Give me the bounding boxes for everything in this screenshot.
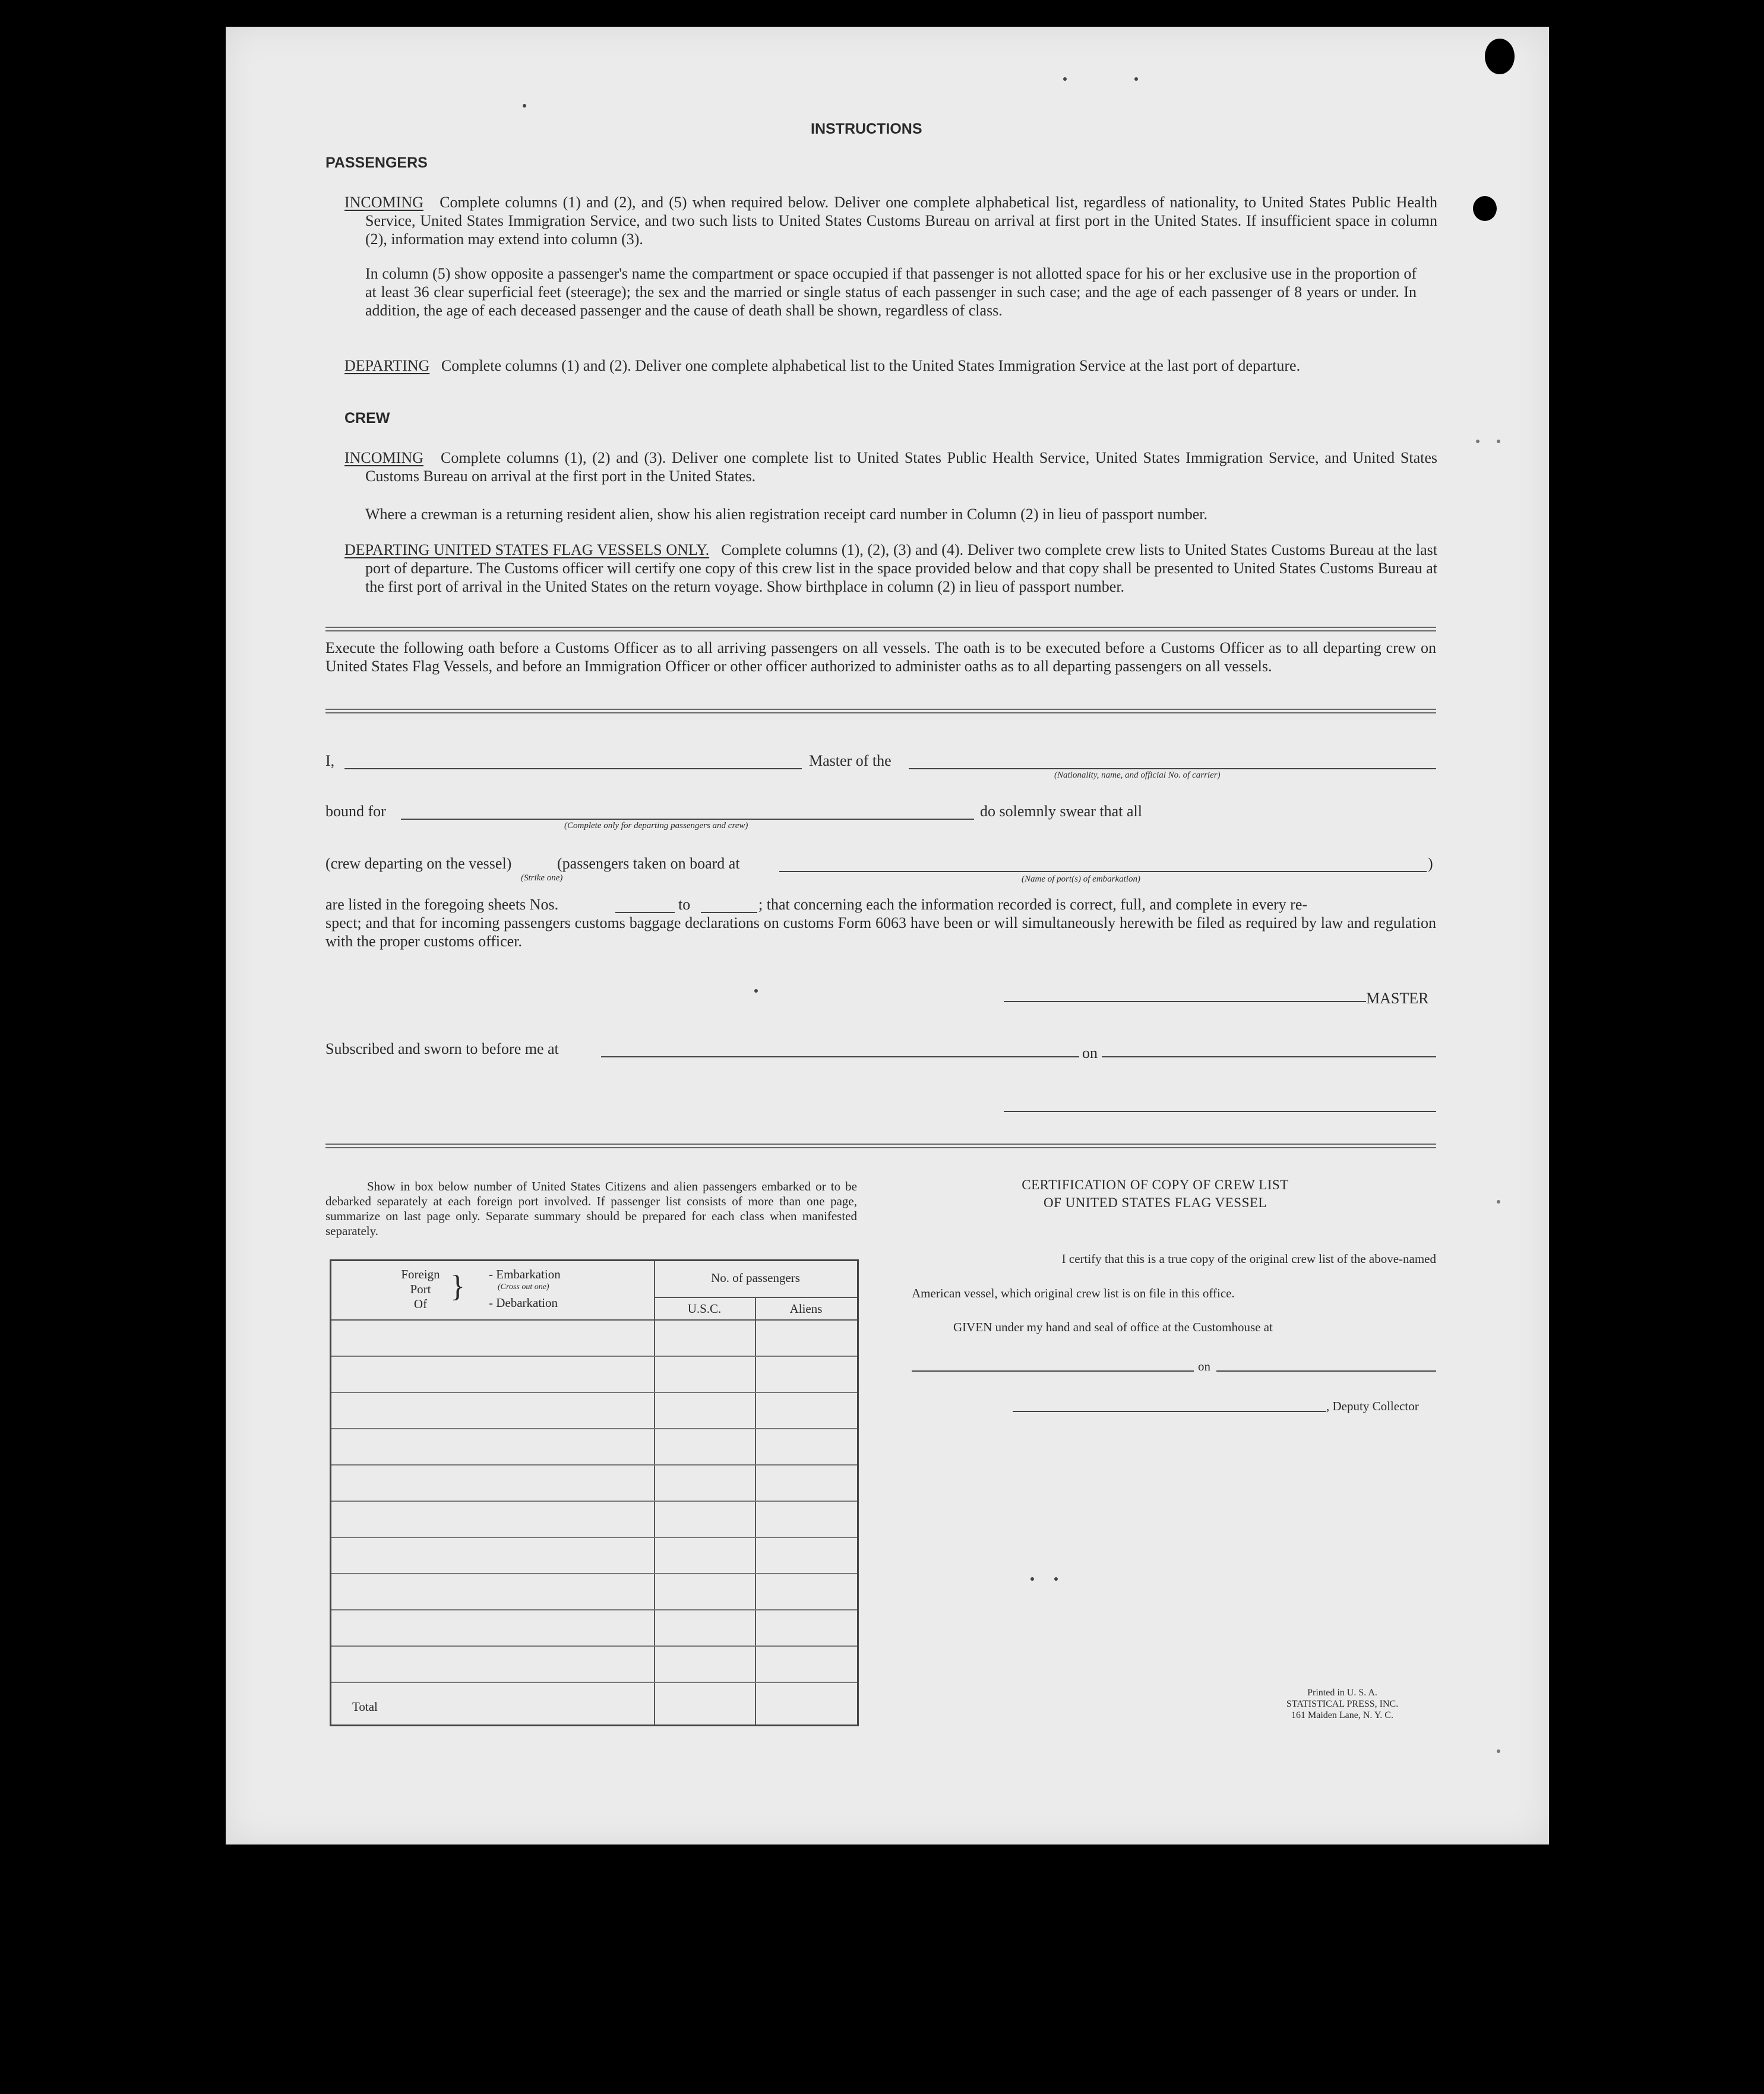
carrier-hint: (Nationality, name, and official No. of carrier) [1054,770,1221,780]
passengers-heading: PASSENGERS [325,154,428,171]
certify-text: I certify that this is a true copy of the original crew list of the above-named [1061,1252,1436,1266]
passengers-taken-option: (passengers taken on board at [557,855,740,872]
speck [1476,440,1480,443]
listed-sheets-label: are listed in the foregoing sheets Nos. [325,896,559,913]
no-passengers-header: No. of passengers [711,1271,800,1285]
speck [1134,77,1138,81]
officer-signature-field[interactable] [1004,1111,1436,1112]
passenger-summary-table [330,1259,859,1726]
certification-heading-line2: OF UNITED STATES FLAG VESSEL [1044,1195,1267,1210]
passengers-departing-text: Complete columns (1) and (2). Deliver one complete alphabetical list to the United States Immigration Service at the last port of departure. [441,357,1301,374]
table-row [331,1392,857,1393]
crew-incoming-text: Complete columns (1), (2) and (3). Deliver one complete list to United States Public Health Service, United States Immigration Service, and United States Customs Bureau on arrival at the first port in the United States. [365,449,1437,485]
sworn-date-field[interactable] [1102,1056,1436,1057]
listed-text-b: spect; and that for incoming passengers customs baggage declarations on customs Form 6063 have been or will simultaneously herewith be filed as required by law and regulation with the proper customs officer. [325,914,1436,950]
double-rule [325,1144,1436,1148]
table-row [331,1501,857,1502]
customhouse-field[interactable] [912,1370,1194,1372]
double-rule [325,627,1436,631]
sheet-to-field[interactable] [701,912,757,913]
table-row [331,1428,857,1429]
column-divider [654,1261,655,1725]
speck [1063,77,1067,81]
strike-one-hint: (Strike one) [521,873,563,883]
sworn-on-label: on [1082,1044,1098,1062]
swear-label: do solemnly swear that all [980,803,1142,820]
carrier-field[interactable] [909,768,1436,769]
table-row [331,1356,857,1357]
embarkation-option: - Embarkation [489,1267,561,1281]
listed-text-a: ; that concerning each the information recorded is correct, full, and complete in every re- [758,896,1308,913]
printer-line3: 161 Maiden Lane, N. Y. C. [1291,1710,1393,1720]
table-row [331,1537,857,1538]
certification-heading [1007,1176,1304,1212]
punch-hole [1473,196,1497,221]
sworn-place-field[interactable] [601,1056,1079,1057]
passengers-incoming-paragraph [344,193,1437,248]
passengers-departing-label: DEPARTING [344,357,430,374]
crew-departing-text: Complete columns (1), (2), (3) and (4). Deliver two complete crew lists to United States Customs Bureau at the last port of departure. The Customs officer will certify one copy of this crew list in the space provided below and that copy shall be presented to United States Customs Bureau at the first port of arrival in the United States on the return voyage. Show birthplace in column (2) in lieu of passport number. [365,541,1438,595]
foreign-label: Foreign [401,1267,440,1281]
master-label: MASTER [1366,990,1429,1007]
cert-date-field[interactable] [1216,1370,1436,1372]
printer-line1: Printed in U. S. A. [1307,1688,1377,1698]
header-bottom-rule [331,1319,857,1321]
brace-icon: } [450,1269,465,1303]
crew-departing-paragraph [344,541,1437,596]
speck [754,989,758,993]
crew-departing-option: (crew departing on the vessel) [325,855,512,872]
header-divider [654,1297,857,1298]
deputy-signature-field[interactable] [1013,1411,1326,1412]
american-vessel-text: American vessel, which original crew list is on file in this office. [912,1286,1235,1300]
listed-to-label: to [678,896,691,913]
speck [1030,1577,1034,1581]
double-rule [325,709,1436,713]
oath-i-label: I, [325,752,335,769]
printer-imprint [1253,1687,1431,1721]
page-title: INSTRUCTIONS [811,121,922,137]
deputy-collector-label: , Deputy Collector [1326,1399,1419,1413]
passengers-incoming-text: Complete columns (1) and (2), and (5) when required below. Deliver one complete alphabetical list, regardless of nationality, to United States Public Health Service, United States Immigration Service, and two such lists to United States Customs Bureau on arrival at first port in the United States. If insufficient space in column (2), information may extend into column (3). [365,194,1438,248]
port-label: Port [410,1282,431,1296]
bound-for-label: bound for [325,803,386,820]
passengers-column5-paragraph: In column (5) show opposite a passenger's name the compartment or space occupied if that passenger is not allotted space for his or her exclusive use in the proportion of at least 36 clear superficial feet (steerage); the sex and the married or single status of each passenger in such case; and the age of each passenger of 8 years or under. In addition, the age of each deceased passenger and the cause of death shall be shown, regardless of class. [365,265,1417,319]
foreign-port-of-label [397,1267,444,1312]
port-of-embarkation-field[interactable] [779,871,1427,872]
speck [523,104,526,108]
table-row [331,1464,857,1466]
passengers-incoming-label: INCOMING [344,194,423,211]
speck [1497,1749,1500,1753]
cert-on-label: on [1198,1359,1210,1373]
crew-incoming-paragraph [344,449,1437,485]
master-signature-field[interactable] [1004,1001,1366,1002]
debarkation-option: - Debarkation [489,1296,558,1310]
crew-incoming-label: INCOMING [344,449,423,466]
table-row [331,1573,857,1574]
column-divider [755,1297,756,1725]
oath-instructions: Execute the following oath before a Customs Officer as to all arriving passengers on all vessels. The oath is to be executed before a Customs Officer as to all departing crew on United States Flag Vessels, and before an Immigration Officer or other officer authorized to administer oaths as to all departing passengers on all vessels. [325,639,1436,675]
bound-for-field[interactable] [401,819,974,820]
crew-heading: CREW [344,410,390,427]
total-label: Total [352,1700,378,1714]
punch-hole [1485,39,1515,74]
speck [1497,440,1500,443]
table-row [331,1609,857,1610]
certification-heading-line1: CERTIFICATION OF COPY OF CREW LIST [1022,1177,1289,1192]
passengers-departing-paragraph [344,356,1437,375]
of-label: Of [413,1297,428,1311]
crew-resident-paragraph: Where a crewman is a returning resident alien, show his alien registration receipt card number in Column (2) in lieu of passport number. [365,506,1208,523]
summary-instructions: Show in box below number of United States Citizens and alien passengers embarked or to be debarked separately at each foreign port involved. If passenger list consists of more than one page, summarize on last page only. Separate summary should be prepared for each class when manifested separately. [325,1179,857,1238]
subscribed-label: Subscribed and sworn to before me at [325,1040,559,1057]
form-page [226,27,1549,1845]
table-row [331,1645,857,1647]
printer-line2: STATISTICAL PRESS, INC. [1286,1699,1399,1709]
usc-header: U.S.C. [687,1302,722,1316]
master-of-the-label: Master of the [809,752,892,769]
given-text: GIVEN under my hand and seal of office at the Customhouse at [953,1320,1273,1334]
bound-for-hint: (Complete only for departing passengers and crew) [564,821,748,830]
port-hint: (Name of port(s) of embarkation) [1022,874,1140,884]
table-row [331,1682,857,1683]
master-name-field[interactable] [344,768,802,769]
speck [1497,1200,1500,1204]
speck [1054,1577,1058,1581]
aliens-header: Aliens [789,1302,823,1316]
sheet-from-field[interactable] [615,912,675,913]
cross-out-hint: (Cross out one) [498,1283,549,1291]
crew-departing-label: DEPARTING UNITED STATES FLAG VESSELS ONLY. [344,541,710,558]
close-paren: ) [1428,855,1433,872]
